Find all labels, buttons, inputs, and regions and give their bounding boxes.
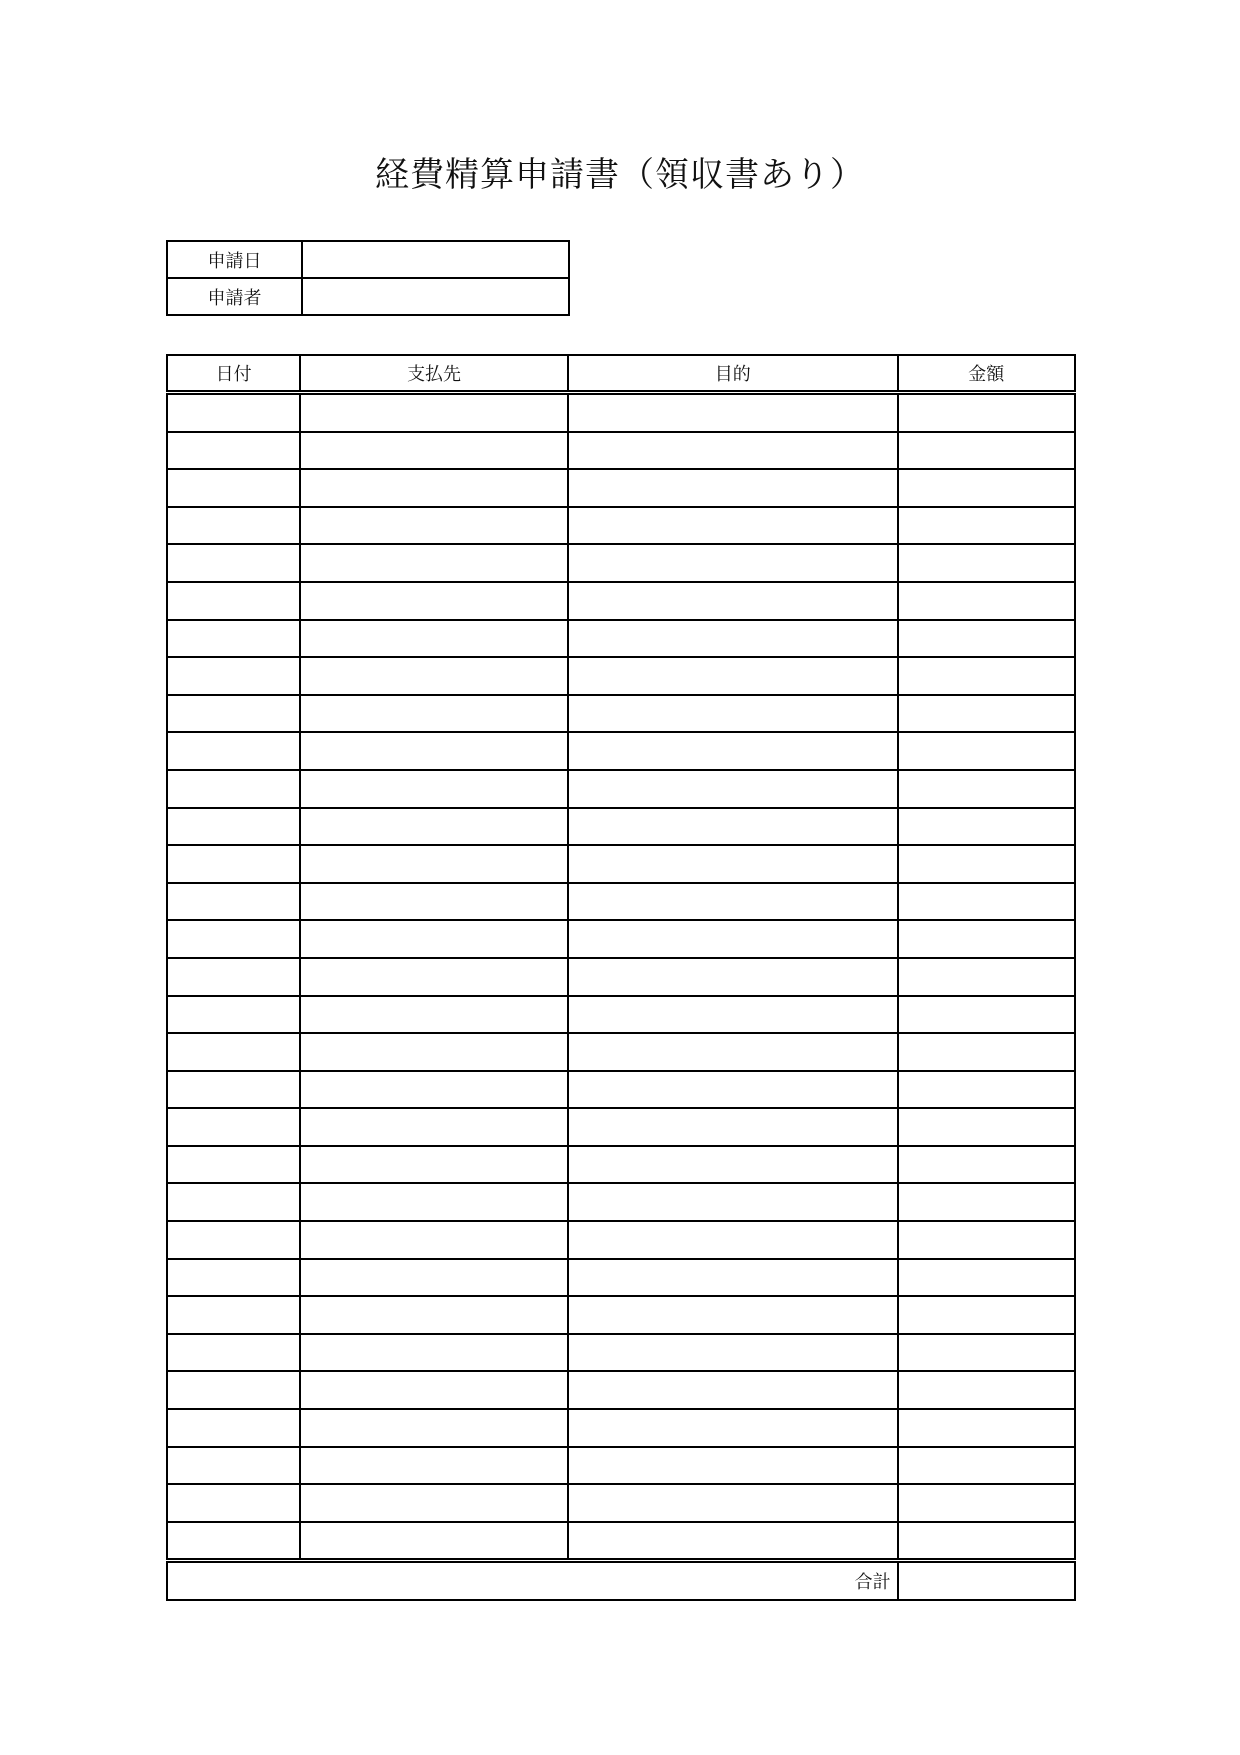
amount-cell[interactable] [898, 432, 1075, 470]
document-title: 経費精算申請書（領収書あり） [375, 155, 865, 195]
purpose-cell[interactable] [568, 1447, 898, 1485]
amount-cell[interactable] [898, 1033, 1075, 1071]
amount-cell[interactable] [898, 582, 1075, 620]
purpose-cell[interactable] [568, 582, 898, 620]
payee-cell[interactable] [300, 1409, 568, 1447]
table-row [167, 732, 1075, 770]
table-row [167, 1071, 1075, 1109]
amount-cell[interactable] [898, 1409, 1075, 1447]
purpose-cell[interactable] [568, 996, 898, 1034]
payee-cell[interactable] [300, 996, 568, 1034]
purpose-cell[interactable] [568, 1221, 898, 1259]
table-row [167, 883, 1075, 921]
table-row [167, 996, 1075, 1034]
date-cell[interactable] [167, 1033, 300, 1071]
amount-cell[interactable] [898, 1259, 1075, 1297]
date-cell[interactable] [167, 1146, 300, 1184]
table-row [167, 1447, 1075, 1485]
payee-cell[interactable] [300, 883, 568, 921]
date-cell[interactable] [167, 920, 300, 958]
table-row [167, 845, 1075, 883]
payee-cell[interactable] [300, 732, 568, 770]
date-cell[interactable] [167, 469, 300, 507]
amount-cell[interactable] [898, 1371, 1075, 1409]
payee-cell[interactable] [300, 507, 568, 545]
amount-cell[interactable] [898, 1522, 1075, 1561]
amount-cell[interactable] [898, 845, 1075, 883]
amount-cell[interactable] [898, 469, 1075, 507]
payee-cell[interactable] [300, 695, 568, 733]
date-cell[interactable] [167, 507, 300, 545]
applicant-row [167, 278, 569, 315]
amount-cell[interactable] [898, 620, 1075, 658]
date-cell[interactable] [167, 432, 300, 470]
date-cell[interactable] [167, 1371, 300, 1409]
header-purpose: 目的 [568, 355, 898, 393]
purpose-cell[interactable] [568, 920, 898, 958]
table-row [167, 507, 1075, 545]
amount-cell[interactable] [898, 695, 1075, 733]
table-row [167, 770, 1075, 808]
date-cell[interactable] [167, 1447, 300, 1485]
amount-cell[interactable] [898, 1447, 1075, 1485]
purpose-cell[interactable] [568, 620, 898, 658]
payee-cell[interactable] [300, 1522, 568, 1561]
application-date-row [167, 241, 569, 278]
amount-cell[interactable] [898, 732, 1075, 770]
date-cell[interactable] [167, 883, 300, 921]
purpose-cell[interactable] [568, 958, 898, 996]
table-row [167, 1484, 1075, 1522]
payee-cell[interactable] [300, 469, 568, 507]
application-date-label: 申請日 [167, 241, 302, 278]
date-cell[interactable] [167, 1522, 300, 1561]
table-row [167, 1033, 1075, 1071]
payee-cell[interactable] [300, 432, 568, 470]
table-row [167, 1146, 1075, 1184]
date-cell[interactable] [167, 1334, 300, 1372]
table-row [167, 393, 1075, 432]
purpose-cell[interactable] [568, 1183, 898, 1221]
payee-cell[interactable] [300, 1484, 568, 1522]
payee-cell[interactable] [300, 1183, 568, 1221]
table-row [167, 469, 1075, 507]
table-row [167, 1259, 1075, 1297]
purpose-cell[interactable] [568, 1259, 898, 1297]
purpose-cell[interactable] [568, 432, 898, 470]
date-cell[interactable] [167, 732, 300, 770]
date-cell[interactable] [167, 808, 300, 846]
date-cell[interactable] [167, 620, 300, 658]
payee-cell[interactable] [300, 1108, 568, 1146]
payee-cell[interactable] [300, 1221, 568, 1259]
amount-cell[interactable] [898, 507, 1075, 545]
total-row [167, 1561, 1075, 1600]
purpose-cell[interactable] [568, 1409, 898, 1447]
purpose-cell[interactable] [568, 1522, 898, 1561]
purpose-cell[interactable] [568, 1108, 898, 1146]
payee-cell[interactable] [300, 393, 568, 432]
date-cell[interactable] [167, 1259, 300, 1297]
payee-cell[interactable] [300, 544, 568, 582]
amount-cell[interactable] [898, 657, 1075, 695]
date-cell[interactable] [167, 695, 300, 733]
table-row [167, 1296, 1075, 1334]
date-cell[interactable] [167, 544, 300, 582]
payee-cell[interactable] [300, 770, 568, 808]
date-cell[interactable] [167, 996, 300, 1034]
table-row [167, 657, 1075, 695]
amount-cell[interactable] [898, 1334, 1075, 1372]
amount-cell[interactable] [898, 883, 1075, 921]
date-cell[interactable] [167, 1221, 300, 1259]
payee-cell[interactable] [300, 845, 568, 883]
amount-cell[interactable] [898, 920, 1075, 958]
purpose-cell[interactable] [568, 393, 898, 432]
purpose-cell[interactable] [568, 1371, 898, 1409]
purpose-cell[interactable] [568, 1033, 898, 1071]
expense-table-header [167, 355, 1075, 393]
header-payee: 支払先 [300, 355, 568, 393]
payee-cell[interactable] [300, 808, 568, 846]
table-row [167, 544, 1075, 582]
payee-cell[interactable] [300, 1371, 568, 1409]
purpose-cell[interactable] [568, 845, 898, 883]
expense-rows [167, 393, 1075, 1561]
date-cell[interactable] [167, 393, 300, 432]
table-row [167, 620, 1075, 658]
table-row [167, 432, 1075, 470]
payee-cell[interactable] [300, 582, 568, 620]
date-cell[interactable] [167, 582, 300, 620]
table-row [167, 1221, 1075, 1259]
payee-cell[interactable] [300, 1334, 568, 1372]
amount-cell[interactable] [898, 1071, 1075, 1109]
amount-cell[interactable] [898, 1484, 1075, 1522]
table-row [167, 1371, 1075, 1409]
purpose-cell[interactable] [568, 770, 898, 808]
table-row [167, 808, 1075, 846]
table-row [167, 1183, 1075, 1221]
payee-cell[interactable] [300, 657, 568, 695]
table-row [167, 1522, 1075, 1561]
amount-cell[interactable] [898, 1108, 1075, 1146]
header-date: 日付 [167, 355, 300, 393]
payee-cell[interactable] [300, 1447, 568, 1485]
date-cell[interactable] [167, 1071, 300, 1109]
payee-cell[interactable] [300, 1071, 568, 1109]
purpose-cell[interactable] [568, 1484, 898, 1522]
purpose-cell[interactable] [568, 507, 898, 545]
payee-cell[interactable] [300, 920, 568, 958]
applicant-field[interactable] [302, 278, 569, 315]
date-cell[interactable] [167, 1484, 300, 1522]
payee-cell[interactable] [300, 620, 568, 658]
purpose-cell[interactable] [568, 544, 898, 582]
total-label: 合計 [167, 1561, 898, 1600]
amount-cell[interactable] [898, 770, 1075, 808]
total-amount-field[interactable] [898, 1561, 1075, 1600]
date-cell[interactable] [167, 958, 300, 996]
application-date-field[interactable] [302, 241, 569, 278]
purpose-cell[interactable] [568, 695, 898, 733]
amount-cell[interactable] [898, 1146, 1075, 1184]
table-row [167, 920, 1075, 958]
payee-cell[interactable] [300, 1259, 568, 1297]
header-amount: 金額 [898, 355, 1075, 393]
purpose-cell[interactable] [568, 808, 898, 846]
purpose-cell[interactable] [568, 657, 898, 695]
amount-cell[interactable] [898, 1296, 1075, 1334]
applicant-label: 申請者 [167, 278, 302, 315]
table-row [167, 582, 1075, 620]
amount-cell[interactable] [898, 393, 1075, 432]
payee-cell[interactable] [300, 958, 568, 996]
purpose-cell[interactable] [568, 1071, 898, 1109]
purpose-cell[interactable] [568, 1146, 898, 1184]
amount-cell[interactable] [898, 1183, 1075, 1221]
table-row [167, 1409, 1075, 1447]
date-cell[interactable] [167, 1296, 300, 1334]
date-cell[interactable] [167, 1183, 300, 1221]
expense-table [166, 354, 1076, 1601]
purpose-cell[interactable] [568, 883, 898, 921]
date-cell[interactable] [167, 657, 300, 695]
amount-cell[interactable] [898, 544, 1075, 582]
payee-cell[interactable] [300, 1146, 568, 1184]
amount-cell[interactable] [898, 958, 1075, 996]
date-cell[interactable] [167, 770, 300, 808]
applicant-info-table [166, 240, 570, 316]
purpose-cell[interactable] [568, 469, 898, 507]
date-cell[interactable] [167, 845, 300, 883]
table-row [167, 1108, 1075, 1146]
table-row [167, 958, 1075, 996]
payee-cell[interactable] [300, 1033, 568, 1071]
date-cell[interactable] [167, 1409, 300, 1447]
purpose-cell[interactable] [568, 732, 898, 770]
payee-cell[interactable] [300, 1296, 568, 1334]
purpose-cell[interactable] [568, 1334, 898, 1372]
amount-cell[interactable] [898, 1221, 1075, 1259]
purpose-cell[interactable] [568, 1296, 898, 1334]
amount-cell[interactable] [898, 996, 1075, 1034]
amount-cell[interactable] [898, 808, 1075, 846]
date-cell[interactable] [167, 1108, 300, 1146]
table-row [167, 1334, 1075, 1372]
table-row [167, 695, 1075, 733]
